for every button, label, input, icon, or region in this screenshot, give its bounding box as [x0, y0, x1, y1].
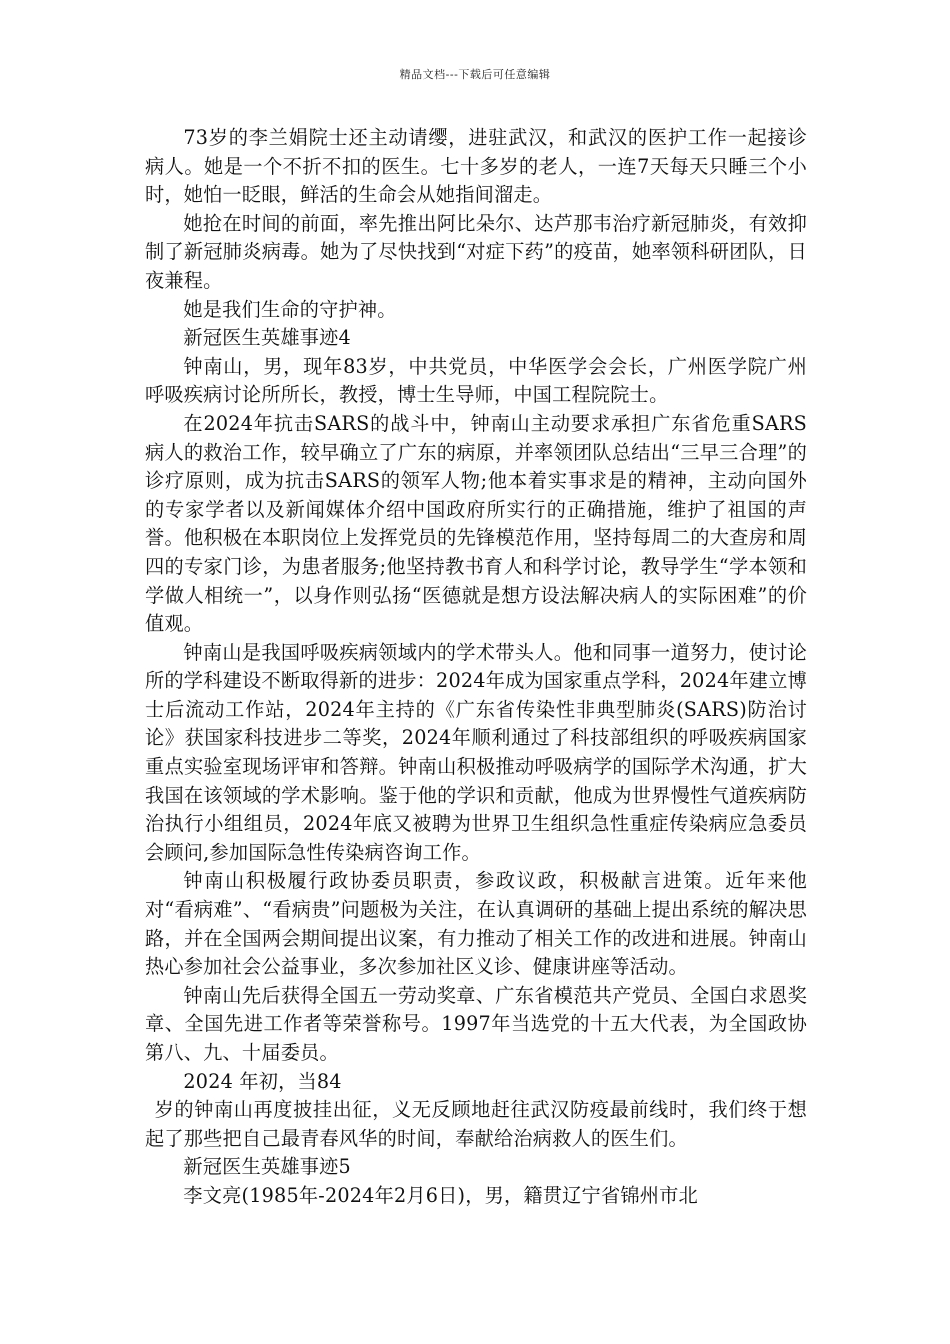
paragraph: 她抢在时间的前面，率先推出阿比朵尔、达芦那韦治疗新冠肺炎，有效抑制了新冠肺炎病毒。她为了尽快找到“对症下药”的疫苗，她率领科研团队，日夜兼程。	[145, 211, 807, 292]
paragraph: 钟南山先后获得全国五一劳动奖章、广东省模范共产党员、全国白求恩奖章、全国先进工作者等荣誉称号。1997年当选党的十五大代表，为全国政协第八、九、十届委员。	[145, 983, 807, 1064]
paragraph: 73岁的李兰娟院士还主动请缨，进驻武汉，和武汉的医护工作一起接诊病人。她是一个不折不扣的医生。七十多岁的老人，一连7天每天只睡三个小时，她怕一眨眼，鲜活的生命会从她指间溜走。	[145, 126, 807, 207]
paragraph: 钟南山是我国呼吸疾病领域内的学术带头人。他和同事一道努力，使讨论所的学科建设不断取得新的进步：2024年成为国家重点学科，2024年建立博士后流动工作站，2024年主持的《广东省传染性非典型肺炎(SARS)防治讨论》获国家科技进步二等奖，2024年顺利通过了科技部组织的呼吸疾病国家重点实验室现场评审和答辩。钟南山积极推动呼吸病学的国际学术沟通，扩大我国在该领域的学术影响。鉴于他的学识和贡献，他成为世界慢性气道疾病防治执行小组组员，2024年底又被聘为世界卫生组织急性重症传染病应急委员会顾问,参加国际急性传染病咨询工作。	[145, 640, 807, 864]
paragraph: 在2024年抗击SARS的战斗中，钟南山主动要求承担广东省危重SARS病人的救治工作，较早确立了广东的病原，并率领团队总结出“三早三合理”的诊疗原则，成为抗击SARS的领军人物;他本着实事求是的精神，主动向国外的专家学者以及新闻媒体介绍中国政府所实行的正确措施，维护了祖国的声誉。他积极在本职岗位上发挥党员的先锋模范作用，坚持每周二的大查房和周四的专家门诊，为患者服务;他坚持教书育人和科学讨论，教导学生“学本领和学做人相统一”，以身作则弘扬“医德就是想方设法解决病人的实际困难”的价值观。	[145, 411, 807, 636]
document-body	[145, 124, 807, 1211]
paragraph: 钟南山积极履行政协委员职责，参政议政，积极献言进策。近年来他对“看病难”、“看病贵”问题极为关注，在认真调研的基础上提出系统的解决思路，并在全国两会期间提出议案，有力推动了相关工作的改进和进展。钟南山热心参加社会公益事业，多次参加社区义诊、健康讲座等活动。	[145, 869, 807, 979]
paragraph: 2024 年初，当84	[183, 1069, 342, 1093]
section-heading: 新冠医生英雄事迹5	[183, 1155, 351, 1179]
paragraph: 她是我们生命的守护神。	[183, 297, 397, 321]
paragraph: 李文亮(1985年-2024年2月6日)，男，籍贯辽宁省锦州市北	[183, 1183, 698, 1207]
page-header: 精品文档---下载后可任意编辑	[399, 68, 551, 81]
section-heading: 新冠医生英雄事迹4	[183, 326, 351, 350]
paragraph: 钟南山，男，现年83岁，中共党员，中华医学会会长，广州医学院广州呼吸疾病讨论所所长，教授，博士生导师，中国工程院院士。	[145, 354, 807, 407]
paragraph: 岁的钟南山再度披挂出征，义无反顾地赶往武汉防疫最前线时，我们终于想起了那些把自己最青春风华的时间，奉献给治病救人的医生们。	[145, 1098, 807, 1150]
